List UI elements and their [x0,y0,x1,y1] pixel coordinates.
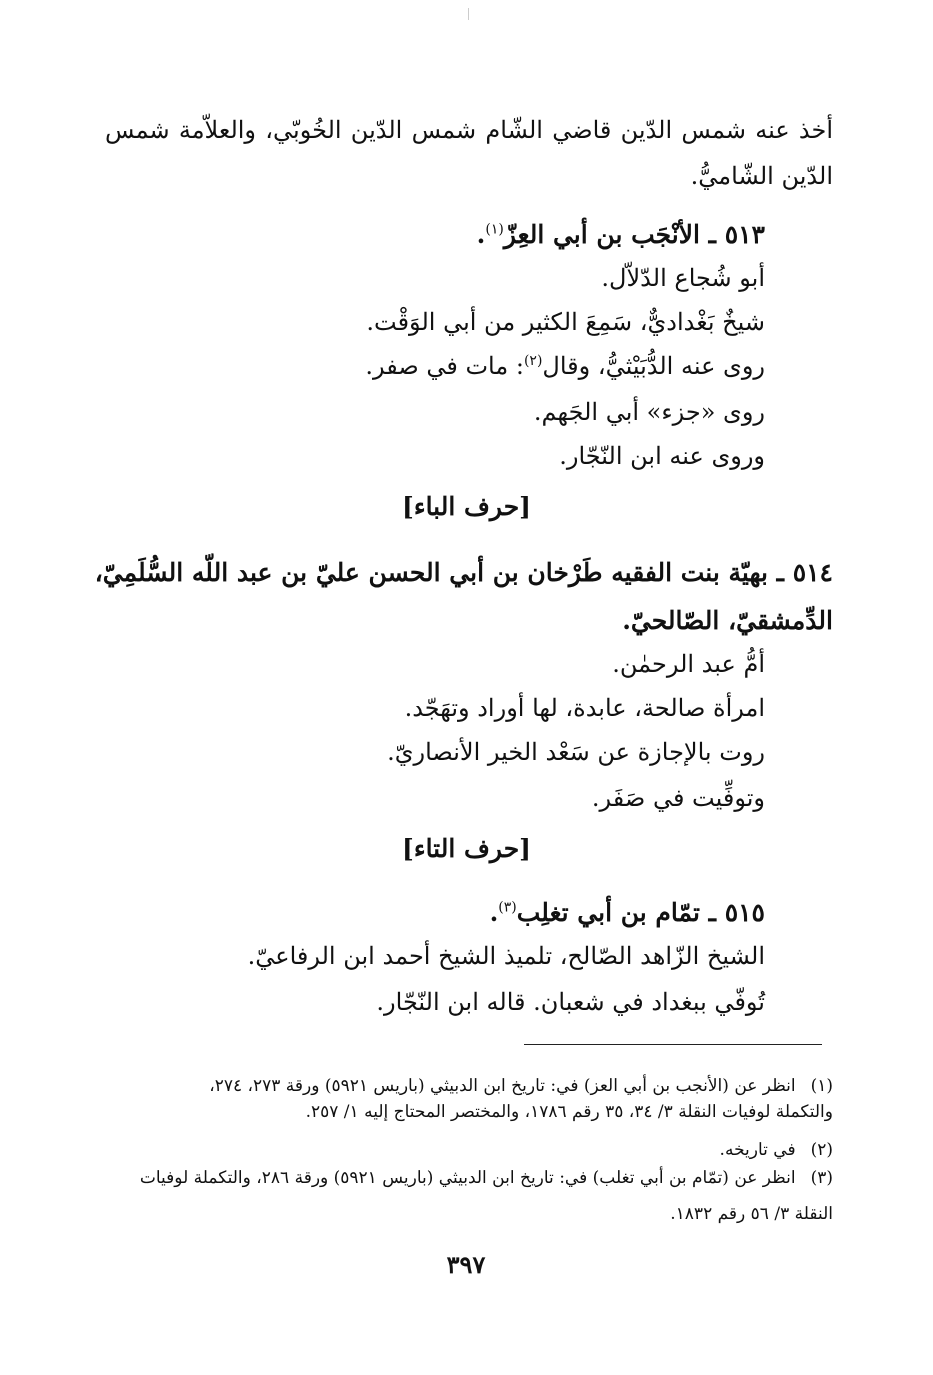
entry-515-period: . [489,898,499,927]
intro-line-2: الدّين الشّاميُّ. [690,162,833,190]
entry-515-number: ٥١٥ [724,898,765,927]
entry-513-dash: ـ [699,220,716,249]
entry-513-line-3-head: روى عنه الدُّبَيْثيُّ، وقال [542,352,765,380]
entry-513-line-3-tail: : مات في صفر. [365,352,524,380]
footnote-ref-2: (٢) [523,353,543,369]
section-heading-ta: [حرف التاء] [401,834,531,863]
entry-513-line-1: أبو شُجاع الدّلاّل. [601,264,765,292]
footnote-ref-3: (٣) [498,899,517,916]
page-number: ٣٩٧ [446,1250,486,1279]
footnote-1-line-2: والتكملة لوفيات النقلة ٣/ ٣٤، ٣٥ رقم ١٧٨٦، والمختصر المحتاج إليه ١/ ٢٥٧. [305,1102,833,1122]
entry-514-line-3: روت بالإجازة عن سَعْد الخير الأنصاريّ. [387,738,765,766]
entry-515-line-2: تُوفّي ببغداد في شعبان. قاله ابن النّجّار. [376,988,765,1016]
entry-514-dash: ـ [767,558,784,587]
entry-513-title [477,222,765,247]
footnote-3-number: (٣) [810,1168,833,1188]
footnote-1 [105,1078,833,1095]
entry-514-number: ٥١٤ [792,558,833,587]
scan-mark [468,8,469,20]
footnote-1-line-1: انظر عن (الأنجب بن أبي العز) في: تاريخ ابن الدبيثي (باريس ٥٩٢١) ورقة ٢٧٣، ٢٧٤، [209,1076,796,1096]
footnote-3-line-2: النقلة ٣/ ٥٦ رقم ١٨٣٢. [670,1204,833,1224]
entry-514-title [94,558,833,587]
section-heading-ba: [حرف الباء] [401,492,531,521]
entry-513-name: الأنْجَب بن أبي العِزّ [503,220,700,249]
entry-513-line-4: روى «جزء» أبي الجَهم. [533,398,765,426]
entry-515-line-1: الشيخ الزّاهد الصّالح، تلميذ الشيخ أحمد ابن الرفاعيّ. [247,942,765,970]
entry-514-line-1: أمُّ عبد الرحمٰن. [612,650,765,678]
footnote-2-line-1: في تاريخه. [719,1140,796,1160]
entry-513-line-5: وروى عنه ابن النّجّار. [559,442,765,470]
footnote-3 [105,1170,833,1187]
footnote-ref-1: (١) [485,221,504,238]
entry-515-title [490,900,765,925]
entry-515-dash: ـ [699,898,716,927]
intro-line-1: أخذ عنه شمس الدّين قاضي الشّام شمس الدّين الخُوبّي، والعلاّمة شمس [105,116,833,144]
footnote-2-number: (٢) [810,1140,833,1160]
entry-513-line-3 [365,354,765,378]
footnote-3-line-1: انظر عن (تمّام بن أبي تغلب) في: تاريخ ابن الدبيثي (باريس ٥٩٢١) ورقة ٢٨٦، والتكملة لوفيات [139,1168,796,1188]
entry-515-name: تمّام بن أبي تغلِب [516,898,700,927]
entry-514-line-4: وتوفِّيت في صَفَر. [591,784,765,812]
footnote-1-number: (١) [810,1076,833,1096]
entry-513-line-2: شيخٌ بَغْداديٌّ، سَمِعَ الكثير من أبي الوَقْت. [366,308,765,336]
entry-514-line-2: امرأة صالحة، عابدة، لها أوراد وتهَجّد. [404,694,765,722]
footnote-2 [720,1142,833,1159]
entry-513-number: ٥١٣ [724,220,765,249]
entry-514-name-line-2: الدِّمشقيّ، الصّالحيّ. [622,606,833,635]
entry-513-period: . [476,220,486,249]
entry-514-name-line-1: بهيّة بنت الفقيه طَرْخان بن أبي الحسن عليّ بن عبد اللّه السُّلَمِيّ، [94,558,768,587]
footnote-separator [524,1044,822,1045]
